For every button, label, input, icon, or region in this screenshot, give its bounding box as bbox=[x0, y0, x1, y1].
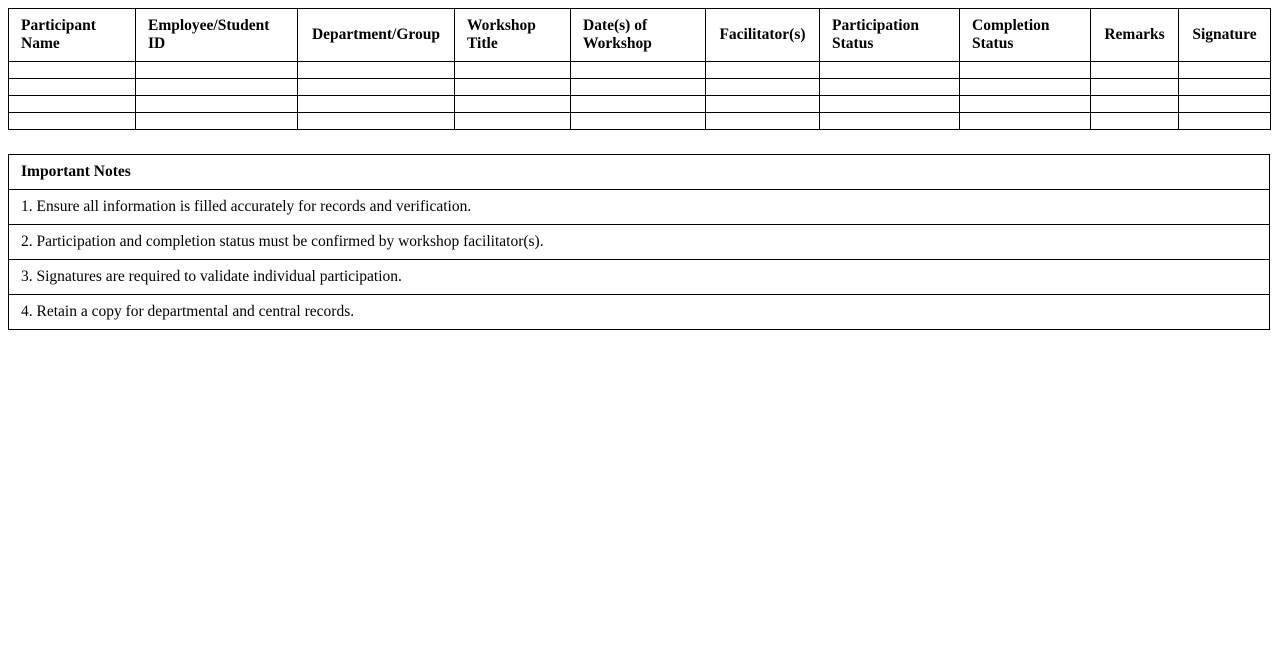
column-header-workshop-title: Workshop Title bbox=[455, 9, 571, 62]
notes-heading-row bbox=[9, 155, 1270, 190]
table-row bbox=[9, 79, 1271, 96]
participant-name-cell[interactable] bbox=[9, 62, 136, 79]
facilitators-cell[interactable] bbox=[706, 113, 820, 130]
column-header-remarks: Remarks bbox=[1091, 9, 1179, 62]
workshop-dates-cell[interactable] bbox=[571, 96, 706, 113]
attendance-table bbox=[8, 8, 1271, 130]
facilitators-cell[interactable] bbox=[706, 96, 820, 113]
participant-name-cell[interactable] bbox=[9, 113, 136, 130]
department-cell[interactable] bbox=[298, 79, 455, 96]
employee-id-cell[interactable] bbox=[136, 113, 298, 130]
workshop-dates-cell[interactable] bbox=[571, 113, 706, 130]
employee-id-cell[interactable] bbox=[136, 96, 298, 113]
note-item: 1. Ensure all information is filled accurately for records and verification. bbox=[9, 190, 1270, 225]
note-row bbox=[9, 260, 1270, 295]
facilitators-cell[interactable] bbox=[706, 62, 820, 79]
note-row bbox=[9, 225, 1270, 260]
notes-heading: Important Notes bbox=[9, 155, 1270, 190]
signature-cell[interactable] bbox=[1179, 96, 1271, 113]
employee-id-cell[interactable] bbox=[136, 62, 298, 79]
column-header-participant-name: Participant Name bbox=[9, 9, 136, 62]
workshop-dates-cell[interactable] bbox=[571, 62, 706, 79]
signature-cell[interactable] bbox=[1179, 113, 1271, 130]
completion-status-cell[interactable] bbox=[960, 113, 1091, 130]
participation-status-cell[interactable] bbox=[820, 62, 960, 79]
remarks-cell[interactable] bbox=[1091, 113, 1179, 130]
column-header-facilitators: Facilitator(s) bbox=[706, 9, 820, 62]
workshop-title-cell[interactable] bbox=[455, 113, 571, 130]
workshop-title-cell[interactable] bbox=[455, 79, 571, 96]
note-item: 3. Signatures are required to validate individual participation. bbox=[9, 260, 1270, 295]
note-item: 4. Retain a copy for departmental and central records. bbox=[9, 295, 1270, 330]
employee-id-cell[interactable] bbox=[136, 79, 298, 96]
workshop-dates-cell[interactable] bbox=[571, 79, 706, 96]
header-row bbox=[9, 9, 1271, 62]
workshop-title-cell[interactable] bbox=[455, 96, 571, 113]
remarks-cell[interactable] bbox=[1091, 79, 1179, 96]
column-header-department-group: Department/Group bbox=[298, 9, 455, 62]
participation-status-cell[interactable] bbox=[820, 79, 960, 96]
completion-status-cell[interactable] bbox=[960, 96, 1091, 113]
important-notes-body bbox=[9, 155, 1270, 330]
completion-status-cell[interactable] bbox=[960, 79, 1091, 96]
column-header-employee-student-id: Employee/Student ID bbox=[136, 9, 298, 62]
column-header-workshop-dates: Date(s) of Workshop bbox=[571, 9, 706, 62]
department-cell[interactable] bbox=[298, 113, 455, 130]
remarks-cell[interactable] bbox=[1091, 96, 1179, 113]
attendance-table-header bbox=[9, 9, 1271, 62]
note-item: 2. Participation and completion status must be confirmed by workshop facilitator(s). bbox=[9, 225, 1270, 260]
note-row bbox=[9, 190, 1270, 225]
column-header-completion-status: Completion Status bbox=[960, 9, 1091, 62]
table-row bbox=[9, 113, 1271, 130]
participation-status-cell[interactable] bbox=[820, 96, 960, 113]
table-row bbox=[9, 96, 1271, 113]
participant-name-cell[interactable] bbox=[9, 96, 136, 113]
facilitators-cell[interactable] bbox=[706, 79, 820, 96]
completion-status-cell[interactable] bbox=[960, 62, 1091, 79]
attendance-table-body bbox=[9, 62, 1271, 130]
signature-cell[interactable] bbox=[1179, 62, 1271, 79]
table-row bbox=[9, 62, 1271, 79]
participation-status-cell[interactable] bbox=[820, 113, 960, 130]
department-cell[interactable] bbox=[298, 96, 455, 113]
workshop-title-cell[interactable] bbox=[455, 62, 571, 79]
department-cell[interactable] bbox=[298, 62, 455, 79]
note-row bbox=[9, 295, 1270, 330]
participant-name-cell[interactable] bbox=[9, 79, 136, 96]
column-header-participation-status: Participation Status bbox=[820, 9, 960, 62]
important-notes-table bbox=[8, 154, 1270, 330]
column-header-signature: Signature bbox=[1179, 9, 1271, 62]
signature-cell[interactable] bbox=[1179, 79, 1271, 96]
remarks-cell[interactable] bbox=[1091, 62, 1179, 79]
